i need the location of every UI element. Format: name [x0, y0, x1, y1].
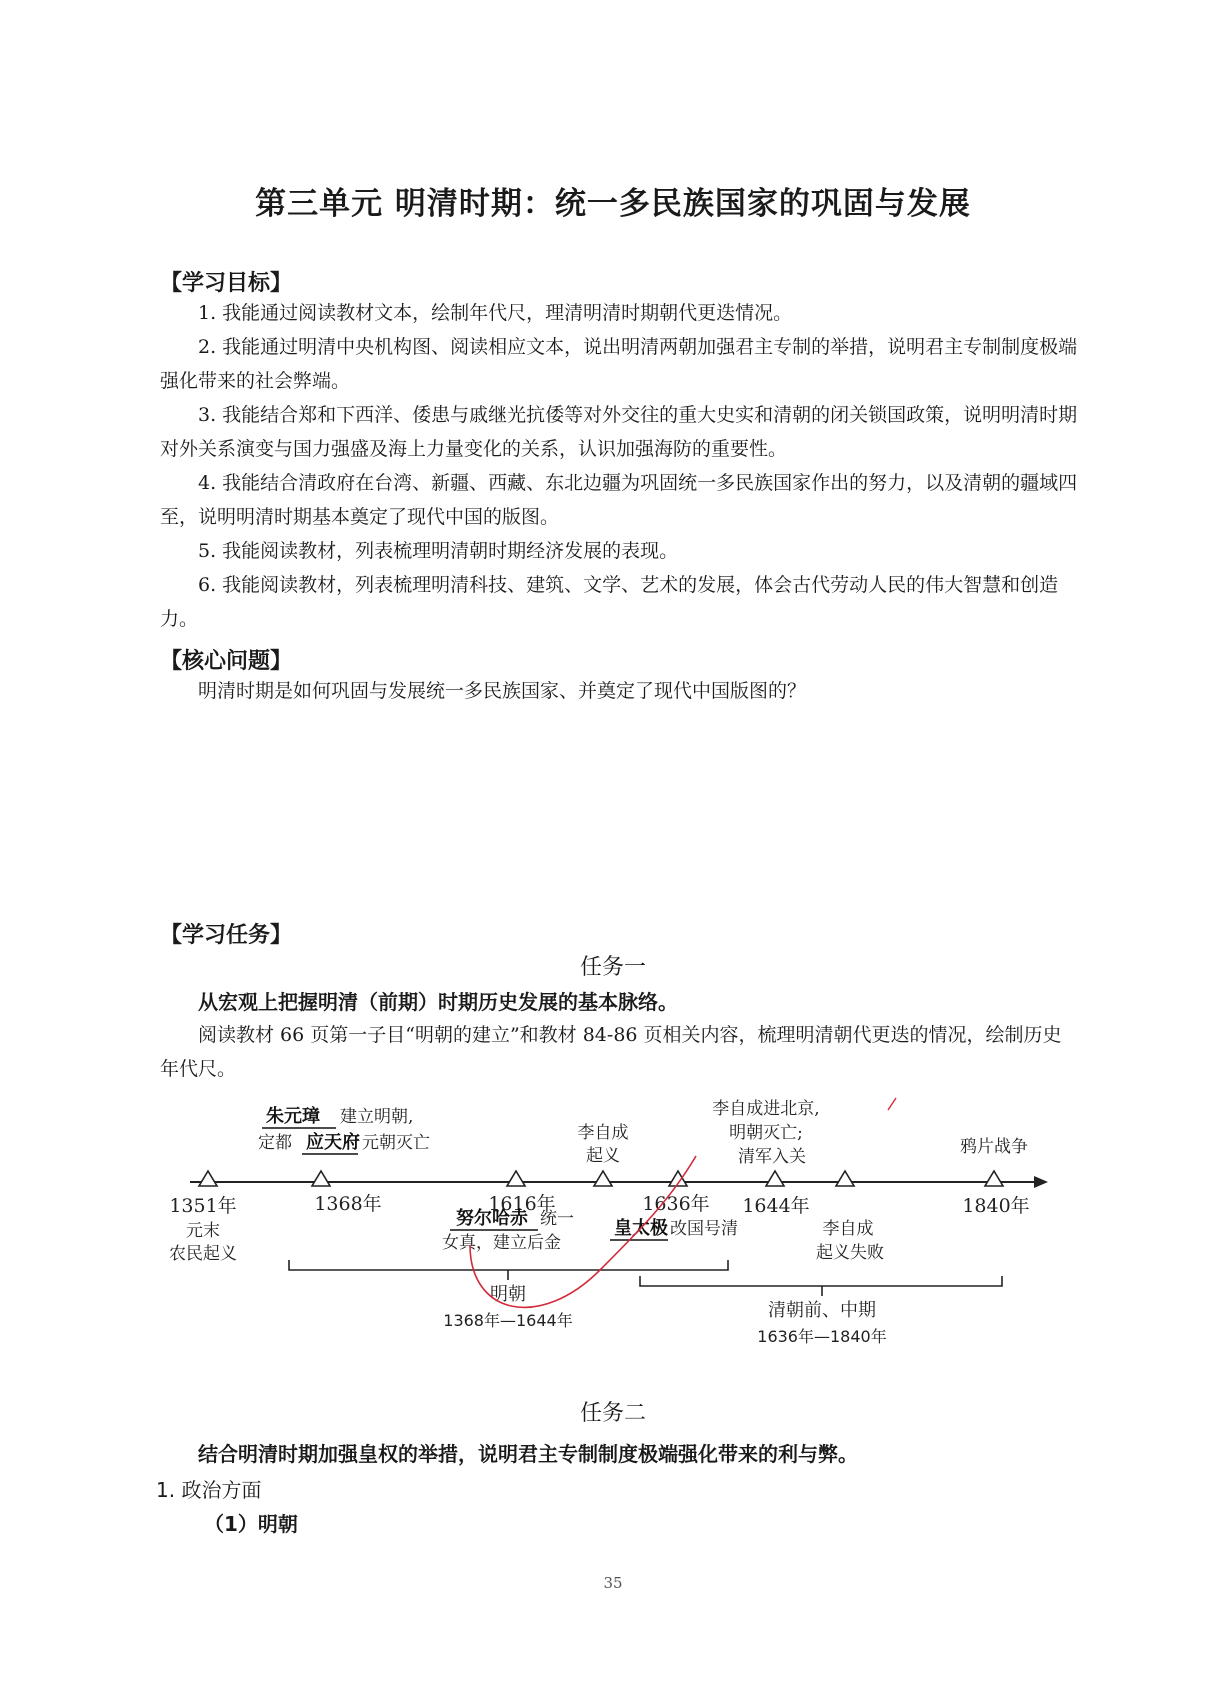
- tick-1368: [312, 1171, 330, 1186]
- task2-item-1: 1. 政治方面: [156, 1478, 262, 1502]
- handwritten-jurchen-leader: 努尔哈赤: [456, 1208, 528, 1229]
- event-1644-c: 清军入关: [738, 1147, 806, 1167]
- event-1644-b: 明朝灭亡;: [729, 1123, 803, 1143]
- goal-5: 5. 我能阅读教材，列表梳理明清朝时期经济发展的表现。: [198, 540, 679, 562]
- handwritten-emperor: 皇太极: [614, 1218, 668, 1239]
- task1-subtitle: 从宏观上把握明清（前期）时期历史发展的基本脉络。: [198, 990, 678, 1014]
- tick-1645: [836, 1171, 854, 1186]
- year-1368: 1368年: [314, 1193, 382, 1215]
- tick-1351: [199, 1171, 217, 1186]
- goal-1: 1. 我能通过阅读教材文本，绘制年代尺，理清明清时期朝代更迭情况。: [198, 302, 793, 324]
- red-tick-mark: [888, 1098, 896, 1110]
- event-1351-b: 农民起义: [169, 1244, 237, 1264]
- tasks-heading: 【学习任务】: [160, 923, 293, 948]
- event-1616-b: 女真，建立后金: [442, 1233, 561, 1253]
- tick-1616: [507, 1171, 525, 1186]
- event-1616-a: 统一: [540, 1209, 574, 1229]
- qing-years: 1636年—1840年: [757, 1327, 887, 1346]
- tick-1630: [594, 1171, 612, 1186]
- event-1368-b1: 定都: [258, 1133, 292, 1153]
- handwritten-founder: 朱元璋: [266, 1106, 320, 1127]
- qing-bracket: [640, 1276, 1002, 1286]
- event-1630-a: 李自成: [577, 1123, 629, 1143]
- ming-label: 明朝: [490, 1284, 526, 1305]
- event-1630-b: 起义: [586, 1146, 620, 1166]
- year-1636: 1636年: [642, 1193, 710, 1215]
- event-1368-b2: 元朝灭亡: [362, 1133, 430, 1153]
- tick-1644: [766, 1171, 784, 1186]
- page-title: 第三单元 明清时期：统一多民族国家的巩固与发展: [255, 186, 971, 222]
- event-1636: 改国号清: [670, 1219, 738, 1239]
- goal-4: 4. 我能结合清政府在台湾、新疆、西藏、东北边疆为巩固统一多民族国家作出的努力，以及清朝的疆域四至，说明明清时期基本奠定了现代中国的版图。: [160, 472, 1078, 528]
- year-1840: 1840年: [962, 1195, 1030, 1217]
- event-1644-a: 李自成进北京,: [712, 1099, 820, 1119]
- event-1351-a: 元末: [186, 1221, 220, 1241]
- event-1645-a: 李自成: [822, 1219, 874, 1239]
- goal-3: 3. 我能结合郑和下西洋、倭患与戚继光抗倭等对外交往的重大史实和清朝的闭关锁国政策，说明明清时期对外关系演变与国力强盛及海上力量变化的关系，认识加强海防的重要性。: [160, 404, 1078, 460]
- year-1616: 1616年: [488, 1193, 556, 1215]
- year-1644: 1644年: [742, 1195, 810, 1217]
- goal-2: 2. 我能通过明清中央机构图、阅读相应文本，说出明清两朝加强君主专制的举措，说明君主专制制度极端强化带来的社会弊端。: [160, 336, 1078, 392]
- page-number: 35: [603, 1574, 623, 1592]
- tick-1840: [985, 1171, 1003, 1186]
- task2-subtitle: 结合明清时期加强皇权的举措，说明君主专制制度极端强化带来的利与弊。: [198, 1442, 858, 1466]
- qing-label: 清朝前、中期: [768, 1300, 876, 1321]
- ming-bracket: [289, 1260, 728, 1270]
- year-1351: 1351年: [169, 1195, 237, 1217]
- ming-years: 1368年—1644年: [443, 1311, 573, 1330]
- goal-6: 6. 我能阅读教材，列表梳理明清科技、建筑、文学、艺术的发展，体会古代劳动人民的伟大智慧和创造力。: [160, 574, 1059, 630]
- task1-instructions: 阅读教材 66 页第一子目“明朝的建立”和教材 84-86 页相关内容，梳理明清朝代更迭的情况，绘制历史年代尺。: [160, 1024, 1062, 1080]
- core-heading: 【核心问题】: [160, 649, 293, 674]
- goals-heading: 【学习目标】: [160, 271, 293, 296]
- task1-title: 任务一: [579, 955, 646, 980]
- task2-title: 任务二: [579, 1401, 646, 1426]
- handwritten-capital: 应天府: [306, 1132, 360, 1153]
- core-question: 明清时期是如何巩固与发展统一多民族国家、并奠定了现代中国版图的？: [198, 680, 807, 702]
- event-1368-a: 建立明朝,: [340, 1107, 414, 1127]
- timeline-arrow-icon: [1034, 1176, 1048, 1188]
- timeline: [0, 1090, 1226, 1350]
- event-1840: 鸦片战争: [960, 1137, 1028, 1157]
- event-1645-b: 起义失败: [816, 1243, 884, 1263]
- task2-item-1-sub: （1）明朝: [204, 1512, 298, 1536]
